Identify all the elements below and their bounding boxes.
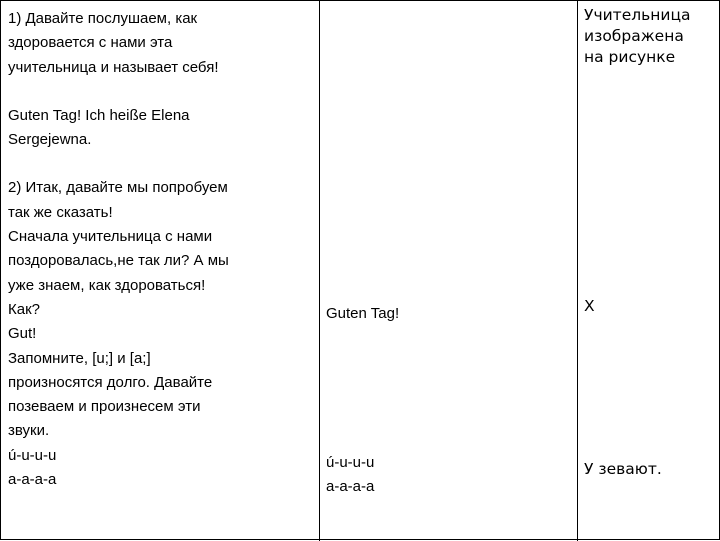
instructions-column <box>8 7 313 492</box>
instruction-line: 2) Итак, давайте мы попробуем <box>8 179 228 197</box>
column-divider-1 <box>319 1 320 541</box>
instruction-line: Запомните, [u;] и [a;] <box>8 349 151 367</box>
instruction-line: 1) Давайте послушаем, как <box>8 10 198 27</box>
teacher-note-line: на рисунке <box>584 48 676 66</box>
instruction-line: поздоровалась,не так ли? А мы <box>8 252 229 270</box>
instruction-line: уже знаем, как здороваться! <box>8 276 206 294</box>
instruction-line: звуки. <box>8 422 50 440</box>
instruction-line: так же сказать! <box>8 203 113 221</box>
instruction-line: Gut! <box>8 325 37 343</box>
instruction-line: здоровается с нами эта <box>8 34 173 52</box>
greeting-response: Guten Tag! <box>326 305 400 322</box>
instruction-line: Сначала учительница с нами <box>8 228 213 246</box>
yawn-note: У зевают. <box>584 460 662 478</box>
instruction-line: позеваем и произнесем эти <box>8 398 201 416</box>
x-mark: X <box>584 297 595 315</box>
german-phrase-line: Sergejewna. <box>8 131 92 149</box>
column-divider-2 <box>577 1 578 541</box>
instruction-line: произносятся долго. Давайте <box>8 373 213 391</box>
sound-u-response: ú-u-u-u <box>326 454 375 471</box>
teacher-note-line: Учительница <box>584 6 691 24</box>
sound-line: a-a-a-a <box>8 471 57 489</box>
sound-line: ú-u-u-u <box>8 446 57 464</box>
instruction-line: учительница и называет себя! <box>8 58 219 76</box>
teacher-note-line: изображена <box>584 27 684 45</box>
instruction-line: Как? <box>8 300 40 318</box>
german-phrase-line: Guten Tag! Ich heiße Elena <box>8 106 190 124</box>
sound-a-response: a-a-a-a <box>326 478 375 495</box>
